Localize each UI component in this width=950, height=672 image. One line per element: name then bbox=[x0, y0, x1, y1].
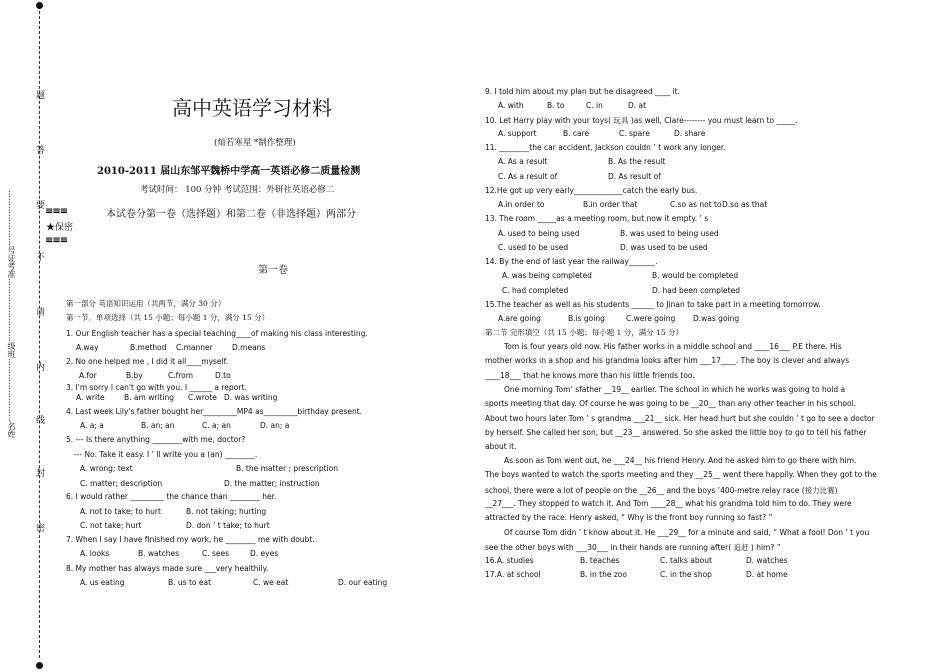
q8-option-d: D. our eating bbox=[338, 578, 388, 587]
question-11: 11. ________the car accident, Jackson couldn ’ t work any longer. bbox=[485, 143, 726, 152]
q15-option-a: A.are going bbox=[498, 314, 541, 323]
q10-option-a: A. support bbox=[498, 129, 537, 138]
q12-option-a: A.in order to bbox=[498, 200, 545, 209]
q9-option-c: C. in bbox=[586, 101, 603, 110]
part1-heading: 第一部分 英语知识运用（共两节，满分 30 分） bbox=[66, 299, 226, 308]
question-7: 7. When I say I have finished my work, he ________ me with doubt. bbox=[66, 535, 315, 544]
passage-line: mother works in a shop and his grandma looks after him ___17____. The boy is clever and always bbox=[485, 356, 850, 366]
q11-option-d: D. As result of bbox=[608, 172, 661, 181]
volume-heading: 第一卷 bbox=[258, 265, 288, 276]
question-2: 2. No one helped me , I did it all____myself. bbox=[66, 357, 229, 366]
question-6: 6. I would rather _________ the chance than ________ her. bbox=[66, 492, 277, 501]
q14-option-b: B. would be completed bbox=[652, 271, 739, 280]
seal-char: 密 bbox=[36, 524, 46, 534]
secret-mark: ★保密 bbox=[46, 223, 74, 233]
doc-title: 高中英语学习材料 bbox=[172, 96, 332, 120]
q6-option-a: A. not to take; to hurt bbox=[80, 507, 161, 516]
seal-char: 不 bbox=[36, 253, 46, 263]
q13-option-d: D. was used to be used bbox=[620, 243, 708, 252]
q5-option-c: C. matter; description bbox=[80, 479, 163, 488]
q3-option-a: A. write bbox=[76, 393, 105, 402]
q14-option-a: A. was being completed bbox=[502, 271, 592, 280]
doc-subtitle: (灿若寒星 *制作整理) bbox=[214, 138, 296, 148]
q1-option-a: A.way bbox=[76, 343, 99, 352]
q15-option-c: C.were going bbox=[626, 314, 676, 323]
q8-option-a: A. us eating bbox=[80, 578, 125, 587]
secret-bars-bottom: ≡≡≡ bbox=[45, 235, 68, 246]
seal-char: 请 bbox=[36, 308, 46, 318]
question-12: 12.He got up very early_____________catch the early bus. bbox=[485, 186, 698, 195]
q14-option-c: C. had completed bbox=[502, 286, 569, 295]
seal-char: 答 bbox=[36, 146, 46, 156]
secret-bars-top: ≡≡≡ bbox=[45, 206, 68, 217]
q5-option-a: A. wrong; text bbox=[80, 464, 133, 473]
passage-line: The boys wanted to watch the sports meeting and they __25__ went there happily. When they got to the bbox=[485, 470, 877, 480]
q4-option-b: B. an; an bbox=[141, 421, 175, 430]
q8-option-b: B. us to eat bbox=[168, 578, 212, 587]
seal-char: 要 bbox=[36, 201, 46, 211]
passage-line: About two hours later Tom ’ s grandma ___21__ sick. Her head hurt but she couldn ’ t go to see a doctor bbox=[485, 413, 875, 423]
q13-option-c: C. used to be used bbox=[498, 243, 569, 252]
passage-line: Of course Tom didn ’ t know about it. He ___29__ for a minute and said, “ What a fool! Don ’ t you bbox=[504, 527, 870, 537]
passage-line: sports meeting that day. Of course he was going to be __20__ than any other teacher in his school. bbox=[485, 399, 857, 409]
q11-option-c: C. As a result of bbox=[498, 172, 558, 181]
q8-option-c: C. we eat bbox=[253, 578, 289, 587]
q3-option-c: C.wrote bbox=[188, 393, 217, 402]
q14-option-d: D. had been completed bbox=[652, 286, 740, 295]
seal-char: 题 bbox=[36, 91, 46, 101]
q16-option-b: B. teaches bbox=[580, 556, 620, 565]
q7-option-b: B. watches bbox=[138, 549, 179, 558]
question-5-reply: --- No. Take it easy. I ’ ll write you a (an) ________. bbox=[74, 450, 258, 459]
exam-info: 考试时间： 100 分钟 考试范围：外研社英语必修二 bbox=[140, 185, 335, 195]
q10-option-d: D. share bbox=[674, 129, 706, 138]
q7-option-c: C. sees bbox=[202, 549, 230, 558]
candidate-info-labels: …………………号证考准……………………级班……………………名姓 bbox=[7, 190, 16, 438]
q4-option-a: A. a; a bbox=[80, 421, 104, 430]
q16-option-a: 16.A. studies bbox=[485, 556, 534, 565]
passage-line: One morning Tom’ sfather __19__ earlier. The school in which he works was going to hold a bbox=[504, 384, 846, 394]
q12-option-b: B.in order that bbox=[583, 200, 638, 209]
q15-option-d: D.was going bbox=[693, 314, 740, 323]
q9-option-d: D. at bbox=[628, 101, 647, 110]
question-10: 10. Let Harry play with your toys( 玩具 )as well, Clare-------- you must learn to _____. bbox=[485, 116, 798, 125]
q13-option-b: B. was used to being used bbox=[620, 229, 719, 238]
q16-option-c: C. talks about bbox=[660, 556, 712, 565]
passage-line: see the other boys with ___30___ in their hands are running after( 追赶 ) him? ” bbox=[485, 542, 781, 552]
q5-option-b: B. the matter ; prescription bbox=[236, 464, 339, 473]
question-8: 8. My mother has always made sure ___very healthily. bbox=[66, 564, 269, 573]
q11-option-b: B. As the result bbox=[608, 157, 666, 166]
exam-parts: 本试卷分第一卷（选择题）和第二卷（非选择题）两部分 bbox=[106, 209, 356, 220]
q10-option-b: B. care bbox=[563, 129, 590, 138]
binding-dot-bottom bbox=[36, 662, 43, 669]
passage-line: ____18___ that he knows more than his little friends too. bbox=[485, 370, 695, 380]
q2-option-c: C.from bbox=[168, 371, 194, 380]
passage-line: about it. bbox=[485, 442, 517, 452]
passage-line: attracted by the race. Henry asked, “ Why is the front boy running so fast? ” bbox=[485, 513, 773, 523]
question-1: 1. Our English teacher has a special teaching____of making his class interesting. bbox=[66, 329, 368, 338]
question-13: 13. The room _____as a meeting room, but now it empty. ’ s bbox=[485, 214, 709, 223]
q17-option-a: 17.A. at school bbox=[485, 570, 541, 579]
q7-option-d: D. eyes bbox=[250, 549, 279, 558]
passage-line: Tom is four years old now. His father works in a middle school and ____16___ P.E there. His bbox=[504, 342, 842, 351]
q1-option-d: D.means bbox=[232, 343, 266, 352]
question-5: 5. --- Is there anything ________with me, doctor? bbox=[66, 435, 246, 444]
q2-option-b: B.by bbox=[126, 371, 143, 380]
q6-option-d: D. don ’ t take; to hurt bbox=[186, 521, 270, 530]
question-3: 3. I'm sorry I can't go with you. I ______ a report. bbox=[66, 383, 247, 392]
q16-option-d: D. watches bbox=[746, 556, 788, 565]
passage-line: As soon as Tom went out, he ___24__ his friend Henry. And he asked him to go there with him. bbox=[504, 456, 857, 465]
question-14: 14. By the end of last year the railway_______. bbox=[485, 257, 658, 266]
q17-option-c: C. in the shop bbox=[660, 570, 712, 579]
q4-option-d: D. an; a bbox=[260, 421, 290, 430]
q17-option-b: B. in the zoo bbox=[580, 570, 627, 579]
passage-line: by herself. She called her son, but __23__ answered. So she asked the little boy to go to tell his father bbox=[485, 427, 867, 437]
section1-heading: 第一节．单项选择（共 15 小题；每小题 1 分，满分 15 分） bbox=[66, 313, 270, 322]
q15-option-b: B.is going bbox=[568, 314, 605, 323]
q6-option-b: B. not taking; hurting bbox=[186, 507, 267, 516]
q17-option-d: D. at home bbox=[746, 570, 788, 579]
seal-char: 封 bbox=[36, 469, 46, 479]
q13-option-a: A. used to being used bbox=[498, 229, 580, 238]
question-9: 9. I told him about my plan but he disagreed ____ it. bbox=[485, 87, 680, 96]
question-15: 15.The teacher as well as his students ______ to Jinan to take part in a meeting tomorrow. bbox=[485, 300, 821, 309]
passage-line: __27___. They stopped to watch it. And Tom ____28__ what his grandma told him to do. They were bbox=[485, 498, 852, 508]
q11-option-a: A. As a result bbox=[498, 157, 548, 166]
section2-heading: 第二节 完形填空（共 15 小题；每小题 1 分，满分 15 分） bbox=[485, 328, 684, 337]
exam-title: 2010-2011 届山东邹平魏桥中学高一英语必修二质量检测 bbox=[97, 166, 361, 177]
q3-option-d: D. was writing bbox=[224, 393, 278, 402]
q12-option-c: C.so as not to bbox=[670, 200, 722, 209]
q5-option-d: D. the matter; instruction bbox=[224, 479, 320, 488]
seal-char: 内 bbox=[36, 363, 46, 373]
q9-option-a: A. with bbox=[498, 101, 524, 110]
binding-dot-top bbox=[36, 2, 43, 9]
q10-option-c: C. spare bbox=[619, 129, 650, 138]
q7-option-a: A. looks bbox=[80, 549, 110, 558]
q6-option-c: C. not take; hurt bbox=[80, 521, 142, 530]
passage-line: school, there were a lot of people on the __26__ and the boys ’400-metre relay race (接力比赛) bbox=[485, 485, 838, 495]
binding-line bbox=[39, 6, 40, 658]
question-4: 4. Last week Lily's father bought her_________MP4 as_________birthday present. bbox=[66, 407, 363, 416]
q2-option-d: D.to bbox=[215, 371, 231, 380]
q2-option-a: A.for bbox=[79, 371, 97, 380]
seal-char: 线 bbox=[36, 416, 46, 426]
q1-option-c: C.manner bbox=[176, 343, 213, 352]
q9-option-b: B. to bbox=[547, 101, 565, 110]
q4-option-c: C. a; an bbox=[202, 421, 231, 430]
q12-option-d: D.so as that bbox=[722, 200, 768, 209]
q3-option-b: B. am writing bbox=[124, 393, 175, 402]
q1-option-b: B.method bbox=[130, 343, 167, 352]
